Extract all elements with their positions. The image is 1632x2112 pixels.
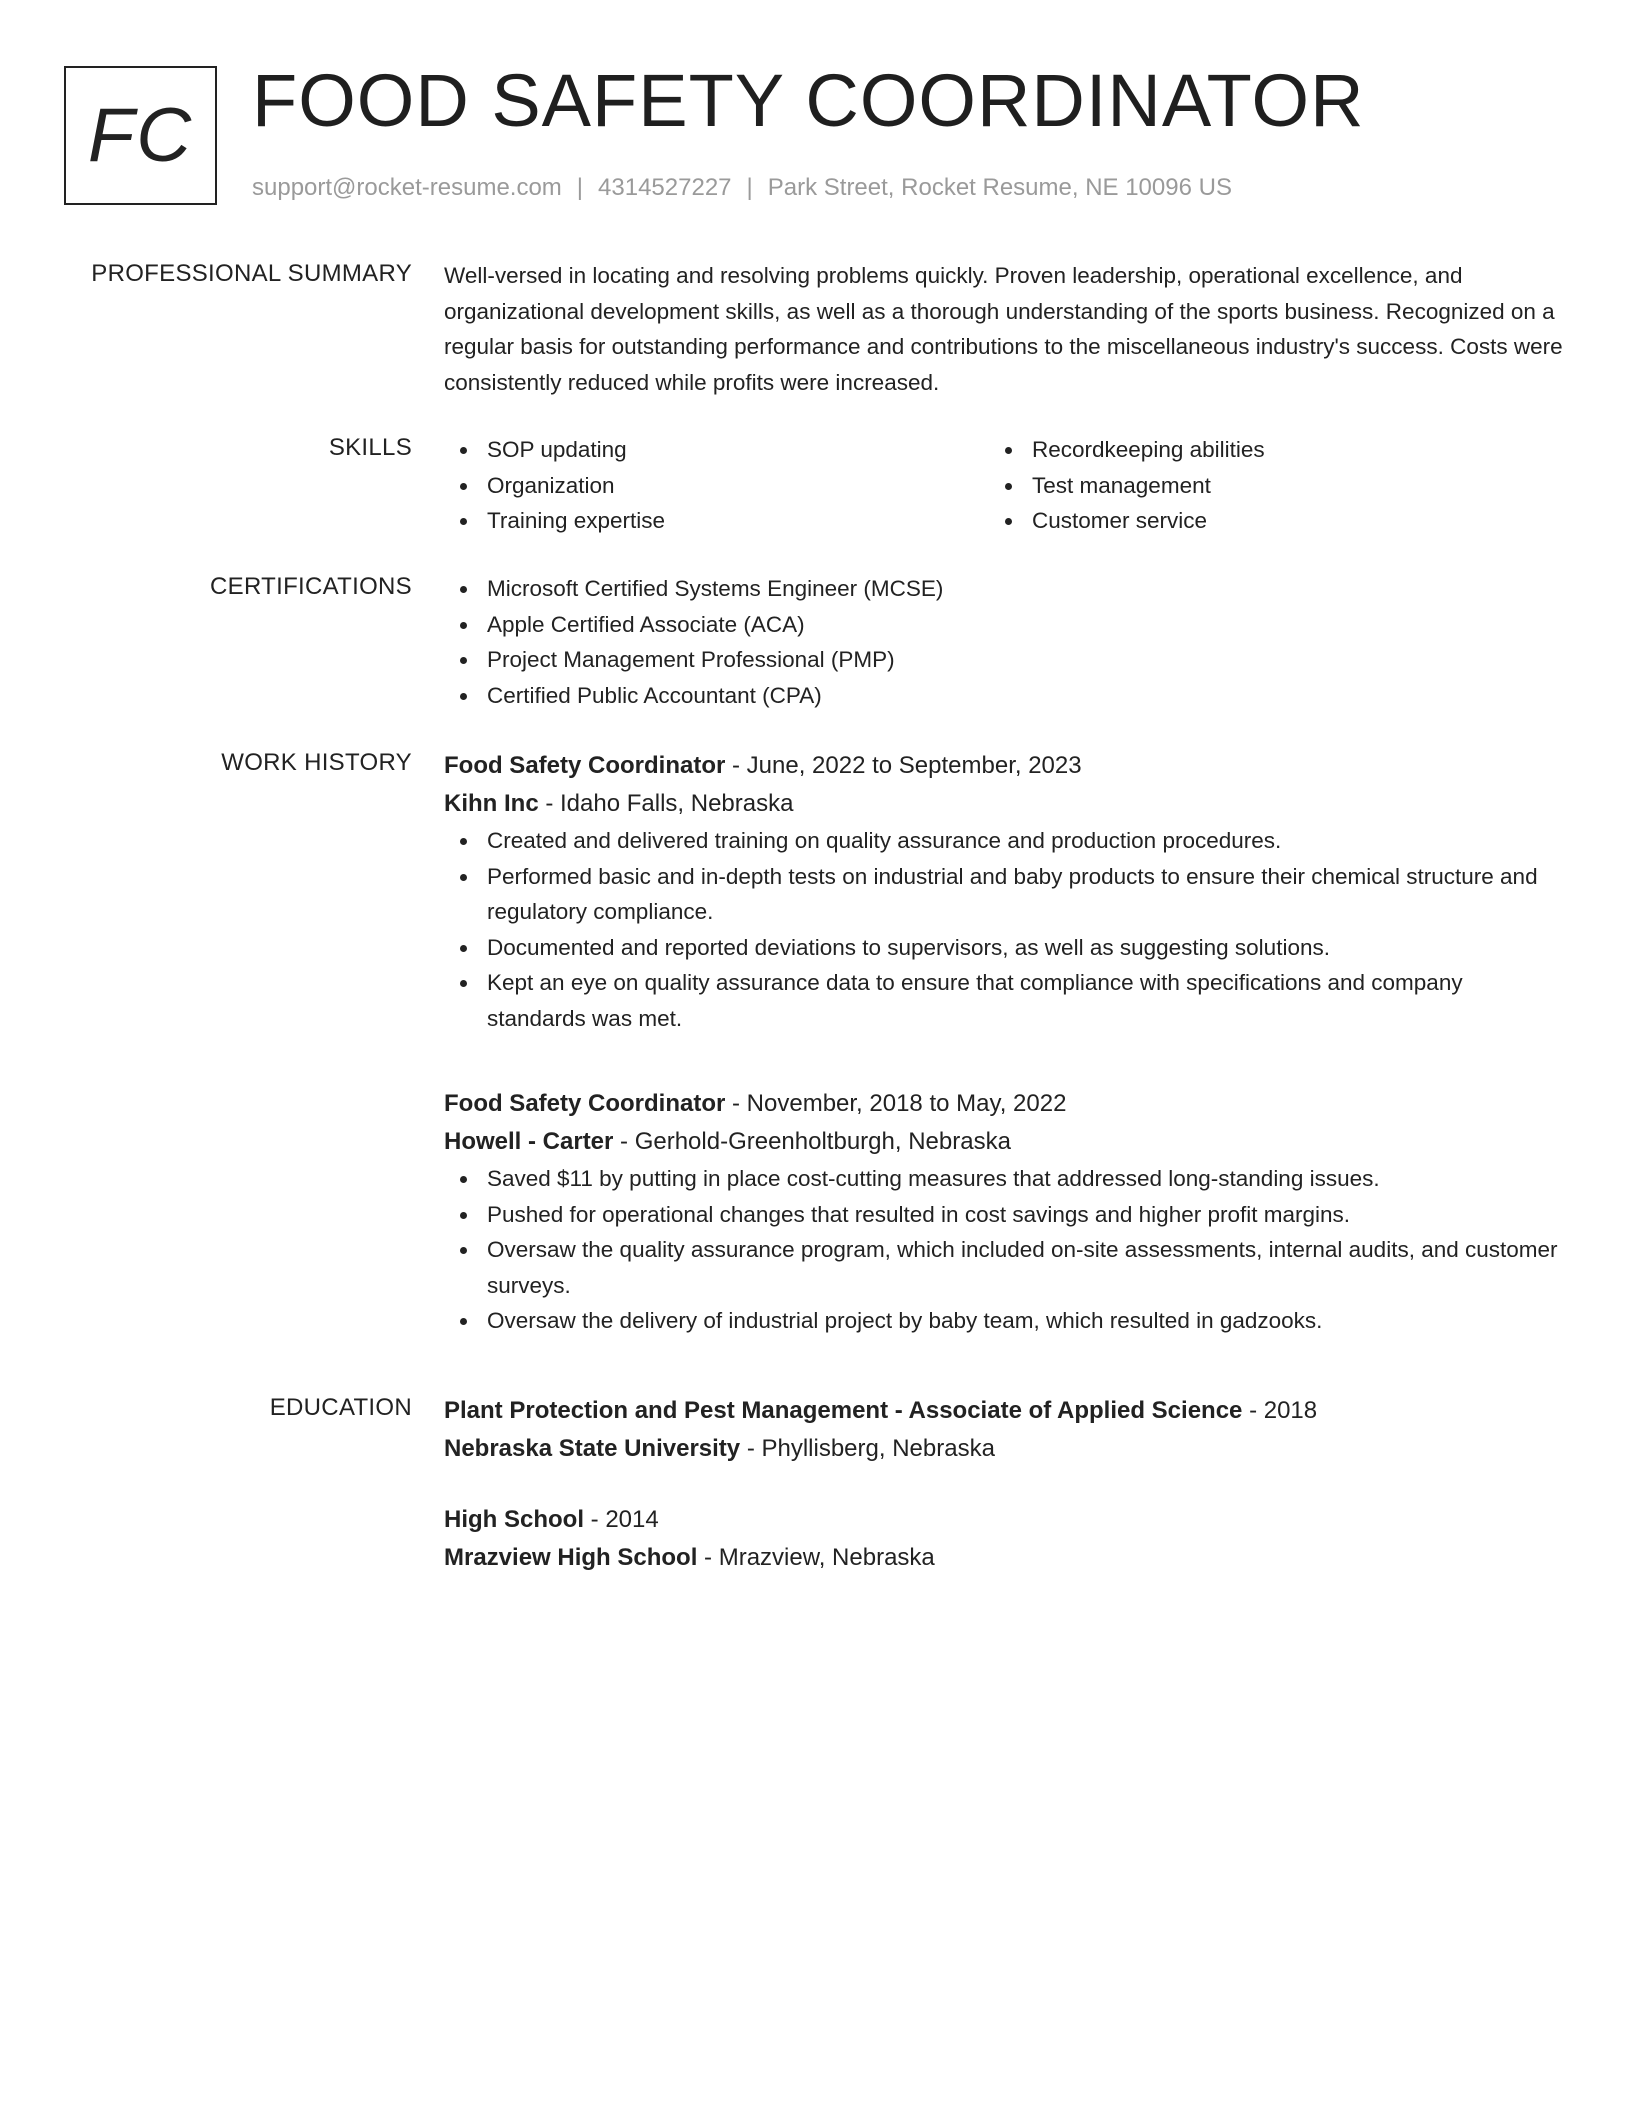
education-year: - 2018 (1242, 1397, 1318, 1424)
job-bullet: Pushed for operational changes that resulted in cost savings and higher profit margins. (444, 1197, 1564, 1233)
skills-list-right (989, 432, 1534, 539)
certification-item: Apple Certified Associate (ACA) (444, 607, 1564, 643)
education-location: - Phyllisberg, Nebraska (740, 1435, 995, 1462)
education-school: Nebraska State University (444, 1435, 741, 1462)
job-title-line (444, 1085, 1564, 1123)
section-label-education: EDUCATION (269, 1394, 412, 1421)
education-degree-line (444, 1392, 1564, 1430)
certifications-list (444, 571, 1564, 713)
summary-text: Well-versed in locating and resolving problems quickly. Proven leadership, operational excellence, and organizational development skills, as well as a thorough understanding of the sports business. Recognized on a regular basis for outstanding performance and contributions to the miscellaneous industry's success. Costs were consistently reduced while profits were increased. (444, 263, 1563, 395)
job-title-line (444, 747, 1564, 785)
job-company: Howell - Carter (444, 1128, 614, 1155)
education-school: Mrazview High School (444, 1544, 698, 1571)
section-label-certifications: CERTIFICATIONS (210, 573, 412, 600)
certification-item: Certified Public Accountant (CPA) (444, 678, 1564, 714)
education-school-line (444, 1539, 1564, 1577)
skill-item: SOP updating (444, 432, 989, 468)
contact-separator: | (746, 174, 753, 201)
education-degree-line (444, 1501, 1564, 1539)
job-entry (444, 1085, 1564, 1339)
job-bullets (444, 1161, 1564, 1339)
skill-item: Test management (989, 468, 1534, 504)
section-label-skills: SKILLS (328, 434, 412, 461)
education-location: - Mrazview, Nebraska (697, 1544, 935, 1571)
job-dates: - November, 2018 to May, 2022 (725, 1090, 1067, 1117)
job-location: - Gerhold-Greenholtburgh, Nebraska (613, 1128, 1011, 1155)
job-title: Food Safety Coordinator (444, 752, 726, 779)
section-label-summary: PROFESSIONAL SUMMARY (91, 260, 412, 287)
skills-columns (444, 432, 1564, 539)
education-entry (444, 1501, 1564, 1577)
job-company: Kihn Inc (444, 790, 539, 817)
skill-item: Customer service (989, 503, 1534, 539)
job-bullet: Created and delivered training on quality assurance and production procedures. (444, 823, 1564, 859)
monogram-box (64, 66, 217, 205)
job-dates: - June, 2022 to September, 2023 (725, 752, 1082, 779)
education-school-line (444, 1430, 1564, 1468)
job-bullet: Oversaw the delivery of industrial project by baby team, which resulted in gadzooks. (444, 1303, 1564, 1339)
summary-body (444, 258, 1564, 400)
education-year: - 2014 (584, 1506, 659, 1533)
job-location: - Idaho Falls, Nebraska (538, 790, 794, 817)
certification-item: Microsoft Certified Systems Engineer (MCSE) (444, 571, 1564, 607)
work-body (444, 747, 1564, 1333)
monogram-initials: FC (87, 93, 194, 178)
job-bullet: Documented and reported deviations to supervisors, as well as suggesting solutions. (444, 930, 1564, 966)
skills-body (444, 432, 1564, 539)
education-entry (444, 1392, 1564, 1468)
candidate-title: FOOD SAFETY COORDINATOR (252, 59, 1365, 142)
job-bullet: Saved $11 by putting in place cost-cutting measures that addressed long-standing issues. (444, 1161, 1564, 1197)
job-entry (444, 747, 1564, 1036)
contact-separator: | (576, 174, 584, 201)
job-bullets (444, 823, 1564, 1036)
section-label-work: WORK HISTORY (221, 749, 412, 776)
contact-email: support@rocket-resume.com (252, 174, 562, 201)
education-body (444, 1392, 1564, 1571)
contact-phone: 4314527227 (598, 174, 732, 201)
job-bullet: Performed basic and in-depth tests on industrial and baby products to ensure their chemical structure and regulatory compliance. (444, 859, 1564, 930)
skill-item: Organization (444, 468, 989, 504)
skills-list-left (444, 432, 989, 539)
certification-item: Project Management Professional (PMP) (444, 642, 1564, 678)
certifications-body (444, 571, 1564, 713)
education-degree: High School (444, 1506, 584, 1533)
job-title: Food Safety Coordinator (444, 1090, 726, 1117)
job-company-line (444, 785, 1564, 823)
contact-line (252, 172, 1232, 204)
job-company-line (444, 1123, 1564, 1161)
skill-item: Training expertise (444, 503, 989, 539)
contact-address: Park Street, Rocket Resume, NE 10096 US (767, 174, 1232, 201)
education-degree: Plant Protection and Pest Management - Associate of Applied Science (444, 1397, 1243, 1424)
job-bullet: Oversaw the quality assurance program, which included on-site assessments, internal audits, and customer surveys. (444, 1232, 1564, 1303)
job-bullet: Kept an eye on quality assurance data to ensure that compliance with specifications and company standards was met. (444, 965, 1564, 1036)
skill-item: Recordkeeping abilities (989, 432, 1534, 468)
